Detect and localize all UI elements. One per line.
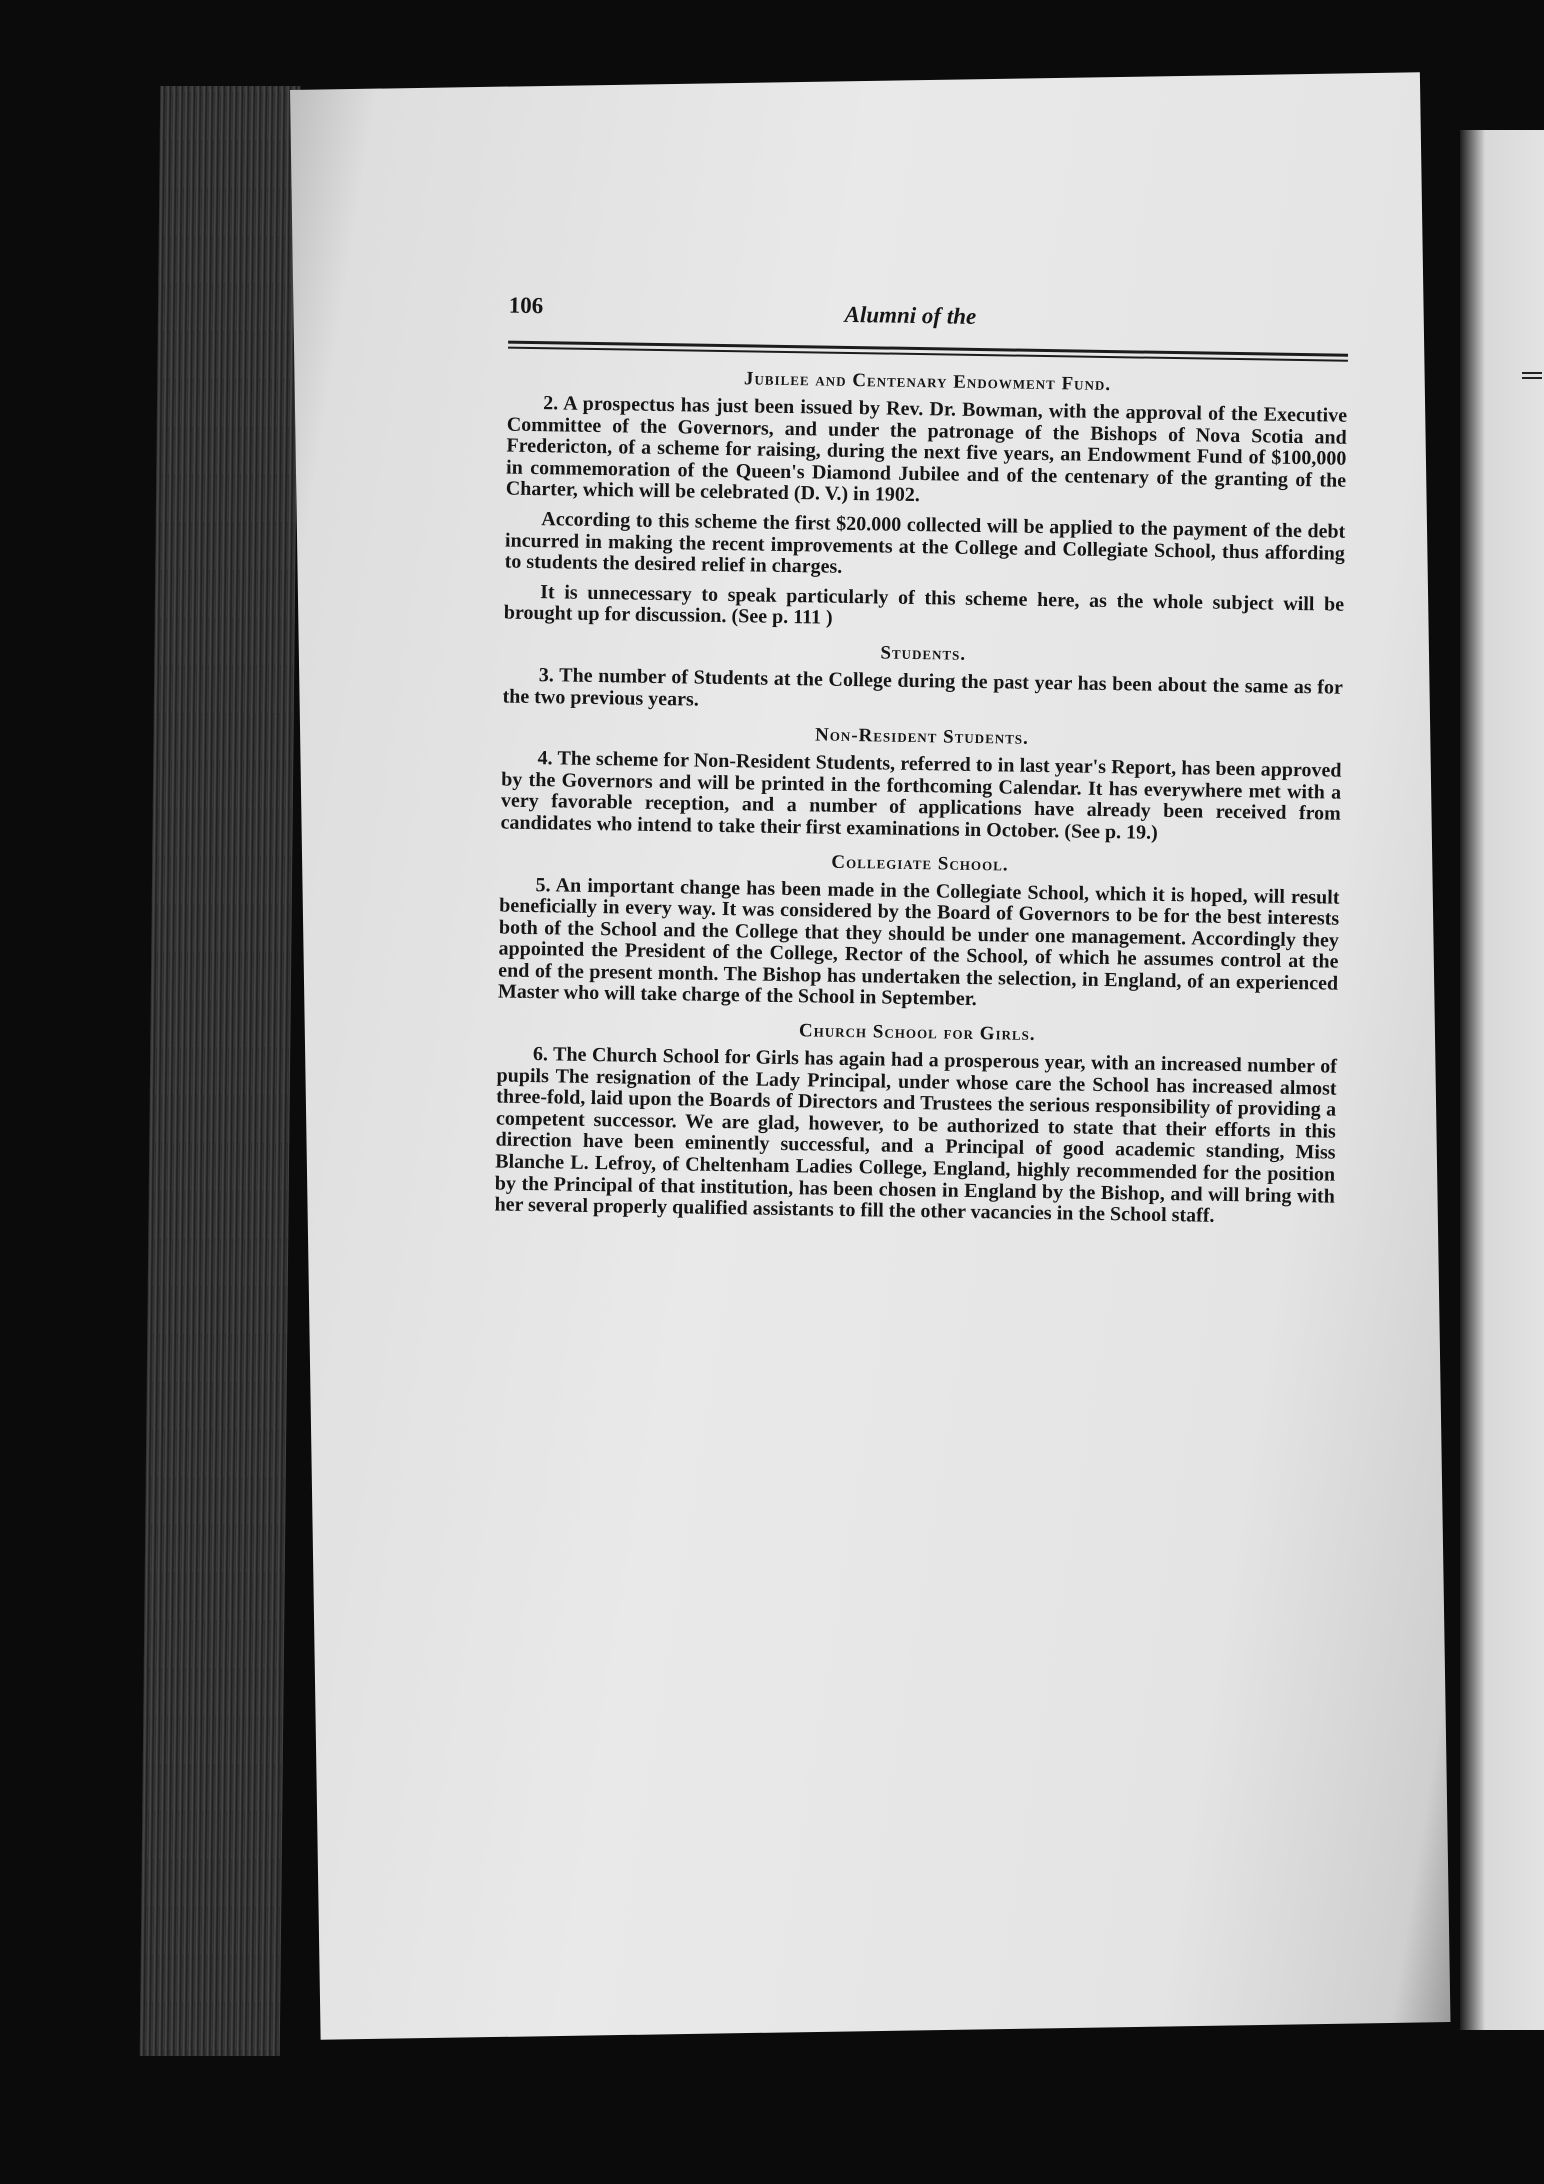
section-students bbox=[502, 636, 1343, 720]
page-content bbox=[494, 283, 1349, 1230]
book-page bbox=[290, 72, 1450, 2040]
paragraph: 6. The Church School for Girls has again had a prosperous year, with an increased number of pupils The resignation of the Lady Principal, under whose care the School has increased almost three-fold, laid upon the Boards of Directors and Trustees the serious responsibility of providing a competent successor. We are glad, however, to be authorized to state that their efforts in this direction have been eminently successful, and a Principal of good academic standing, Miss Blanche L. Lefroy, of Cheltenham Ladies College, England, highly recommended for the position by the Principal of that institution, has been chosen in England by the Bishop, and will bring with her several properly qualified assistants to fill the other vacancies in the School staff. bbox=[494, 1043, 1338, 1227]
section-non-resident-students bbox=[500, 720, 1342, 848]
paragraph: 5. An important change has been made in the Collegiate School, which it is hoped, will result beneficially in every way. It was considered by the Board of Governors to be for the best interests both of the School and the College that they should be under one management. Accordingly they appointed the President of the College, Rector of the School, of which he assumes control at the end of the present month. The Bishop has undertaken the selection, in England, of an experienced Master who will take charge of the School in September. bbox=[497, 873, 1340, 1011]
section-heading: Students. bbox=[880, 642, 967, 665]
paragraph: 4. The scheme for Non-Resident Students, referred to in last year's Report, has been approved by the Governors and will be printed in the forthcoming Calendar. It has everywhere met with a very favorable reception, and a number of applications have already been received from candidates who intend to take their first examinations in October. (See p. 19.) bbox=[500, 747, 1342, 844]
facing-page-edge bbox=[1460, 130, 1544, 2030]
section-heading: Church School for Girls. bbox=[798, 1020, 1036, 1046]
paragraph: 2. A prospectus has just been issued by Rev. Dr. Bowman, with the approval of the Executive Committee of the Governors, and under the patronage of the Bishops of Nova Scotia and Fredericton, of a scheme for raising, during the next five years, an Endowment Fund of $100,000 in commemoration of the Queen's Diamond Jubilee and of the centenary of the granting of the Charter, which will be celebrated (D. V.) in 1902. bbox=[505, 392, 1348, 507]
section-church-school-for-girls bbox=[494, 1016, 1337, 1230]
section-heading: Collegiate School. bbox=[831, 851, 1009, 876]
page-number: 106 bbox=[508, 292, 544, 319]
section-collegiate-school bbox=[498, 846, 1340, 1017]
section-endowment-fund bbox=[504, 365, 1348, 638]
section-heading: Non-Resident Students. bbox=[814, 724, 1030, 749]
facing-page-rule-mark bbox=[1522, 372, 1542, 379]
paragraph: According to this scheme the first $20.000 collected will be applied to the payment of the debt incurred in making the recent improvements at the College and Collegiate School, thus affording to students the desired relief in charges. bbox=[504, 508, 1346, 579]
section-heading: Jubilee and Centenary Endowment Fund. bbox=[743, 368, 1112, 396]
paragraph: It is unnecessary to speak particularly of this scheme here, as the whole subject will be brought up for discussion. (See p. 111 ) bbox=[503, 580, 1345, 630]
book-page-edges bbox=[140, 86, 301, 2056]
paragraph: 3. The number of Students at the College during the past year has been about the same as for the two previous years. bbox=[502, 664, 1343, 711]
running-title: Alumni of the bbox=[844, 301, 977, 329]
